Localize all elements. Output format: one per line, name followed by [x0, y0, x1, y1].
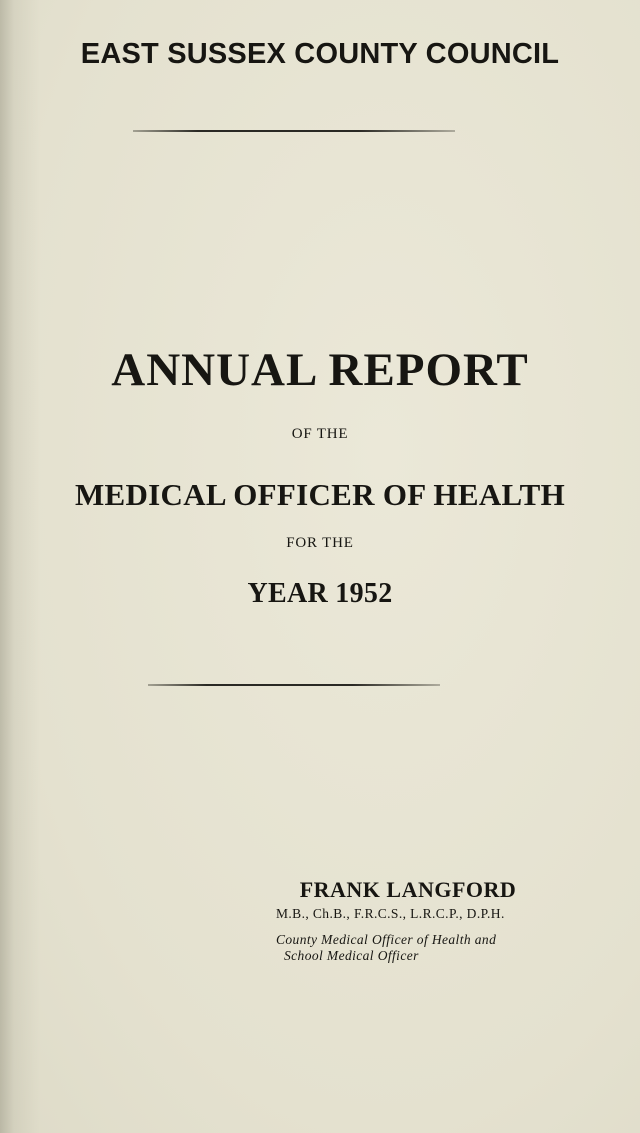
author-role-line-2: School Medical Officer [284, 948, 419, 963]
author-role-line-1: County Medical Officer of Health and [276, 932, 497, 947]
for-the-line: FOR THE [286, 535, 354, 551]
report-title: ANNUAL REPORT [111, 344, 529, 396]
author-name: FRANK LANGFORD [299, 877, 517, 902]
report-year: YEAR 1952 [247, 578, 393, 609]
author-qualifications: M.B., Ch.B., F.R.C.S., L.R.C.P., D.P.H. [276, 906, 505, 921]
council-heading: EAST SUSSEX COUNTY COUNCIL [80, 38, 560, 70]
of-the-line: OF THE [291, 426, 349, 442]
bottom-rule [148, 684, 440, 686]
office-title: MEDICAL OFFICER OF HEALTH [74, 477, 566, 512]
top-rule [133, 130, 455, 132]
author-block [276, 877, 546, 964]
